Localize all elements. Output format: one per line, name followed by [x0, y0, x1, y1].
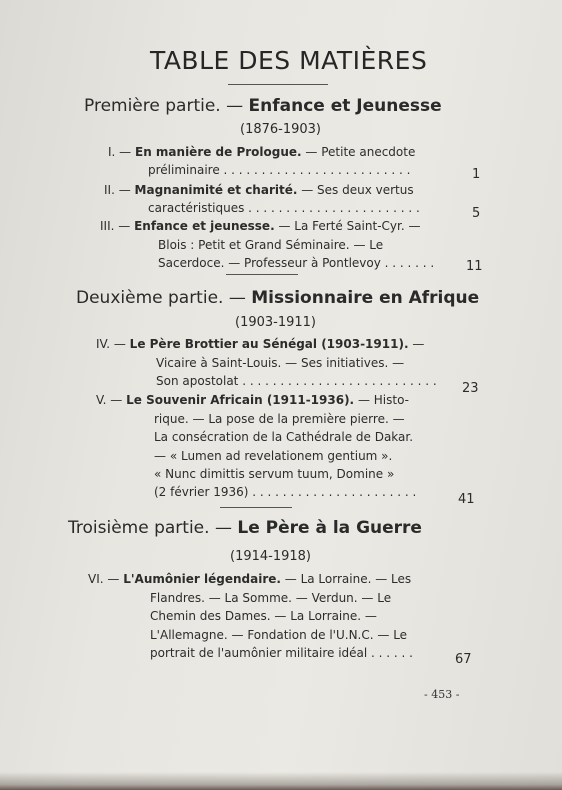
chapter-line: préliminaire . . . . . . . . . . . . . . . . . . . . . . . . . — [148, 163, 411, 177]
part-rule — [220, 507, 292, 508]
chapter-numeral: V. — — [96, 393, 123, 407]
page-number: 11 — [466, 259, 483, 274]
page-title: TABLE DES MATIÈRES — [150, 46, 428, 75]
title-rule — [228, 84, 328, 85]
chapter-line: Son apostolat . . . . . . . . . . . . . . . . . . . . . . . . . . — [156, 374, 437, 388]
page-number: 1 — [472, 167, 481, 182]
chapter-line: Sacerdoce. — Professeur à Pontlevoy . . . . . . . — [158, 256, 435, 270]
chapter-numeral: VI. — — [88, 572, 120, 586]
part-title: Le Père à la Guerre — [237, 518, 422, 538]
chapter-title: En manière de Prologue. — [135, 145, 302, 159]
chapter-numeral: II. — — [104, 183, 131, 197]
chapter-text: — La Lorraine. — Les — [280, 572, 412, 586]
part-years: (1914-1918) — [230, 549, 312, 564]
chapter-entry — [96, 335, 424, 353]
part-rule — [226, 274, 298, 275]
chapter-line: rique. — La pose de la première pierre. — — [154, 412, 405, 426]
chapter-line: Blois : Petit et Grand Séminaire. — Le — [158, 238, 384, 252]
part-heading — [84, 96, 442, 116]
chapter-line: portrait de l'aumônier militaire idéal . . . . . . — [150, 646, 413, 660]
page-number: 23 — [462, 381, 479, 396]
chapter-text: — — [408, 337, 425, 351]
part-prefix: Deuxième partie. — — [76, 288, 246, 308]
chapter-title: Le Souvenir Africain (1911-1936). — [126, 393, 355, 407]
chapter-line: Flandres. — La Somme. — Verdun. — Le — [150, 591, 392, 605]
part-years: (1876-1903) — [240, 122, 322, 137]
part-title: Enfance et Jeunesse — [248, 96, 442, 116]
chapter-title: Enfance et jeunesse. — [134, 219, 275, 233]
chapter-line: « Nunc dimittis servum tuum, Domine » — [154, 467, 395, 481]
page-number: 5 — [472, 206, 481, 221]
chapter-line: (2 février 1936) . . . . . . . . . . . . . . . . . . . . . . — [154, 485, 417, 499]
chapter-text: — Ses deux vertus — [297, 183, 414, 197]
chapter-title: Le Père Brottier au Sénégal (1903-1911). — [129, 337, 409, 351]
chapter-entry — [88, 570, 411, 588]
chapter-text: — Histo- — [354, 393, 409, 407]
chapter-entry — [100, 217, 420, 235]
chapter-entry — [108, 143, 415, 161]
part-prefix: Troisième partie. — — [68, 518, 232, 538]
part-heading — [68, 518, 422, 538]
chapter-line: Chemin des Dames. — La Lorraine. — — [150, 609, 377, 623]
chapter-entry — [96, 391, 409, 409]
chapter-numeral: I. — — [108, 145, 132, 159]
chapter-line: — « Lumen ad revelationem gentium ». — [154, 449, 393, 463]
part-title: Missionnaire en Afrique — [251, 288, 480, 308]
chapter-title: Magnanimité et charité. — [134, 183, 298, 197]
chapter-text: — Petite anecdote — [301, 145, 416, 159]
chapter-entry — [104, 181, 414, 199]
part-heading — [76, 288, 479, 308]
chapter-line: caractéristiques . . . . . . . . . . . . . . . . . . . . . . . — [148, 201, 420, 215]
page-number: 41 — [458, 492, 475, 507]
folio-number: - 453 - — [424, 688, 460, 701]
chapter-line: Vicaire à Saint-Louis. — Ses initiatives. — — [156, 356, 405, 370]
chapter-numeral: III. — — [100, 219, 131, 233]
chapter-text: — La Ferté Saint-Cyr. — — [274, 219, 421, 233]
part-prefix: Première partie. — — [84, 96, 244, 116]
chapter-line: L'Allemagne. — Fondation de l'U.N.C. — Le — [150, 628, 408, 642]
page-number: 67 — [455, 652, 472, 667]
page-edge-shadow — [0, 772, 562, 790]
part-years: (1903-1911) — [235, 315, 317, 330]
chapter-line: La consécration de la Cathédrale de Dakar. — [154, 430, 414, 444]
chapter-title: L'Aumônier légendaire. — [123, 572, 281, 586]
chapter-numeral: IV. — — [96, 337, 126, 351]
